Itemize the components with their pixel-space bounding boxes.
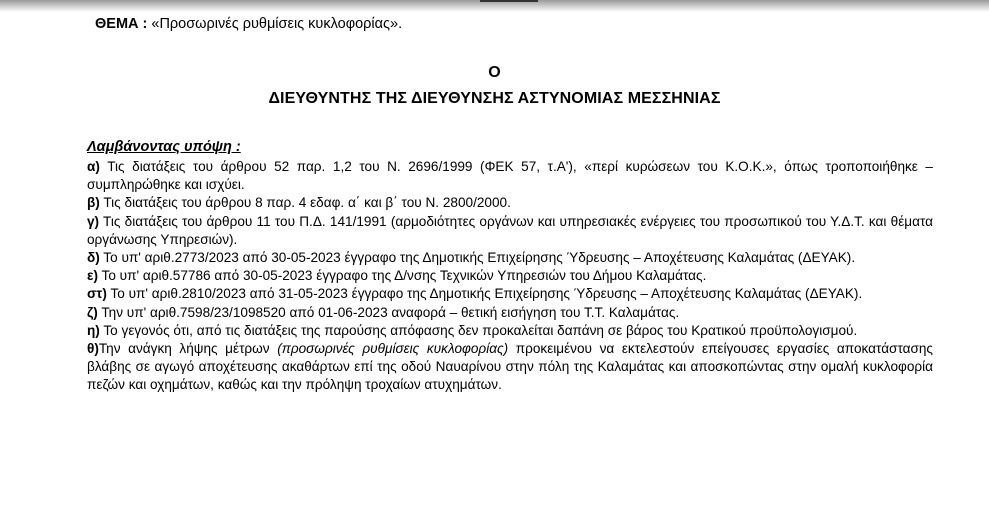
item-text: Τις διατάξεις του άρθρου 52 παρ. 1,2 του Ν. 2696/1999 (ΦΕΚ 57, τ.Α'), «περί κυρώσεων του Κ.Ο.Κ.», όπως τροποποιήθηκε – συμπληρώθηκε και ισχύει.	[87, 159, 933, 193]
item-text: Το υπ' αριθ.2773/2023 από 30-05-2023 έγγραφο της Δημοτικής Επιχείρησης Ύδρευσης – Αποχέτευσης Καλαμάτας (ΔΕΥΑΚ).	[99, 250, 856, 266]
item-label: α)	[87, 159, 100, 174]
subject-text: «Προσωρινές ρυθμίσεις κυκλοφορίας».	[147, 16, 403, 32]
considering-heading: Λαμβάνοντας υπόψη :	[87, 139, 241, 155]
item-text: Τις διατάξεις του άρθρου 11 του Π.Δ. 141/1991 (αρμοδιότητες οργάνων και υπηρεσιακές ενέργειες του προσωπικού του Υ.Δ.Τ. και θέματα οργάνωσης Υπηρεσιών).	[87, 213, 933, 247]
consideration-item	[87, 249, 933, 267]
top-edge-mark	[480, 0, 538, 2]
consideration-item	[87, 194, 933, 212]
consideration-item	[87, 213, 933, 249]
subject-line	[95, 16, 402, 32]
consideration-item	[87, 158, 933, 194]
consideration-item	[87, 304, 933, 322]
item-text: Το υπ' αριθ.57786 από 30-05-2023 έγγραφο της Δ/νσης Τεχνικών Υπηρεσιών του Δήμου Καλαμάτας.	[97, 268, 707, 284]
consideration-item	[87, 267, 933, 285]
item-label: θ)	[87, 341, 99, 357]
item-text: Το γεγονός ότι, από τις διατάξεις της παρούσης απόφασης δεν προκαλείται δαπάνη σε βάρος του Κρατικού προϋπολογισμού.	[99, 322, 858, 338]
item-text: Την ανάγκη λήψης μέτρων	[98, 341, 278, 357]
item-label: στ)	[87, 286, 107, 302]
consideration-item	[87, 285, 933, 303]
heading-article: Ο	[488, 64, 501, 81]
item-text-italic: (προσωρινές ρυθμίσεις κυκλοφορίας)	[277, 341, 509, 357]
item-text: Το υπ' αριθ.2810/2023 από 31-05-2023 έγγραφο της Δημοτικής Επιχείρησης Ύδρευσης – Αποχέτευσης Καλαμάτας (ΔΕΥΑΚ).	[106, 286, 863, 302]
item-text: προκειμένου να εκτελεστούν επείγουσες εργασίες αποκατάστασης βλάβης σε αγωγό αποχέτευσης ακαθάρτων επί της οδού Ναυαρίνου στην πόλη της Καλαμάτας και αποσκοπώντας στην ομαλή κυκλοφορία πεζών και οχημάτων, καθώς και την πρόληψη τροχαίων ατυχημάτων.	[87, 341, 933, 393]
item-label: δ)	[87, 250, 100, 266]
item-label: γ)	[87, 213, 100, 229]
considerations-list	[87, 158, 933, 395]
consideration-item	[87, 340, 933, 395]
subject-label: ΘΕΜΑ :	[95, 16, 148, 32]
item-label: ζ)	[87, 304, 98, 320]
item-text: Τις διατάξεις του άρθρου 8 παρ. 4 εδαφ. α΄ και β΄ του Ν. 2800/2000.	[99, 195, 511, 211]
consideration-item	[87, 322, 933, 340]
item-label: η)	[87, 322, 100, 338]
item-text: Την υπ' αριθ.7598/23/1098520 από 01-06-2023 αναφορά – θετική εισήγηση του Τ.Τ. Καλαμάτας.	[97, 304, 680, 320]
item-label: ε)	[87, 268, 98, 284]
heading-title: ΔΙΕΥΘΥΝΤΗΣ ΤΗΣ ΔΙΕΥΘΥΝΣΗΣ ΑΣΤΥΝΟΜΙΑΣ ΜΕΣΣΗΝΙΑΣ	[268, 90, 721, 107]
item-label: β)	[87, 195, 100, 211]
